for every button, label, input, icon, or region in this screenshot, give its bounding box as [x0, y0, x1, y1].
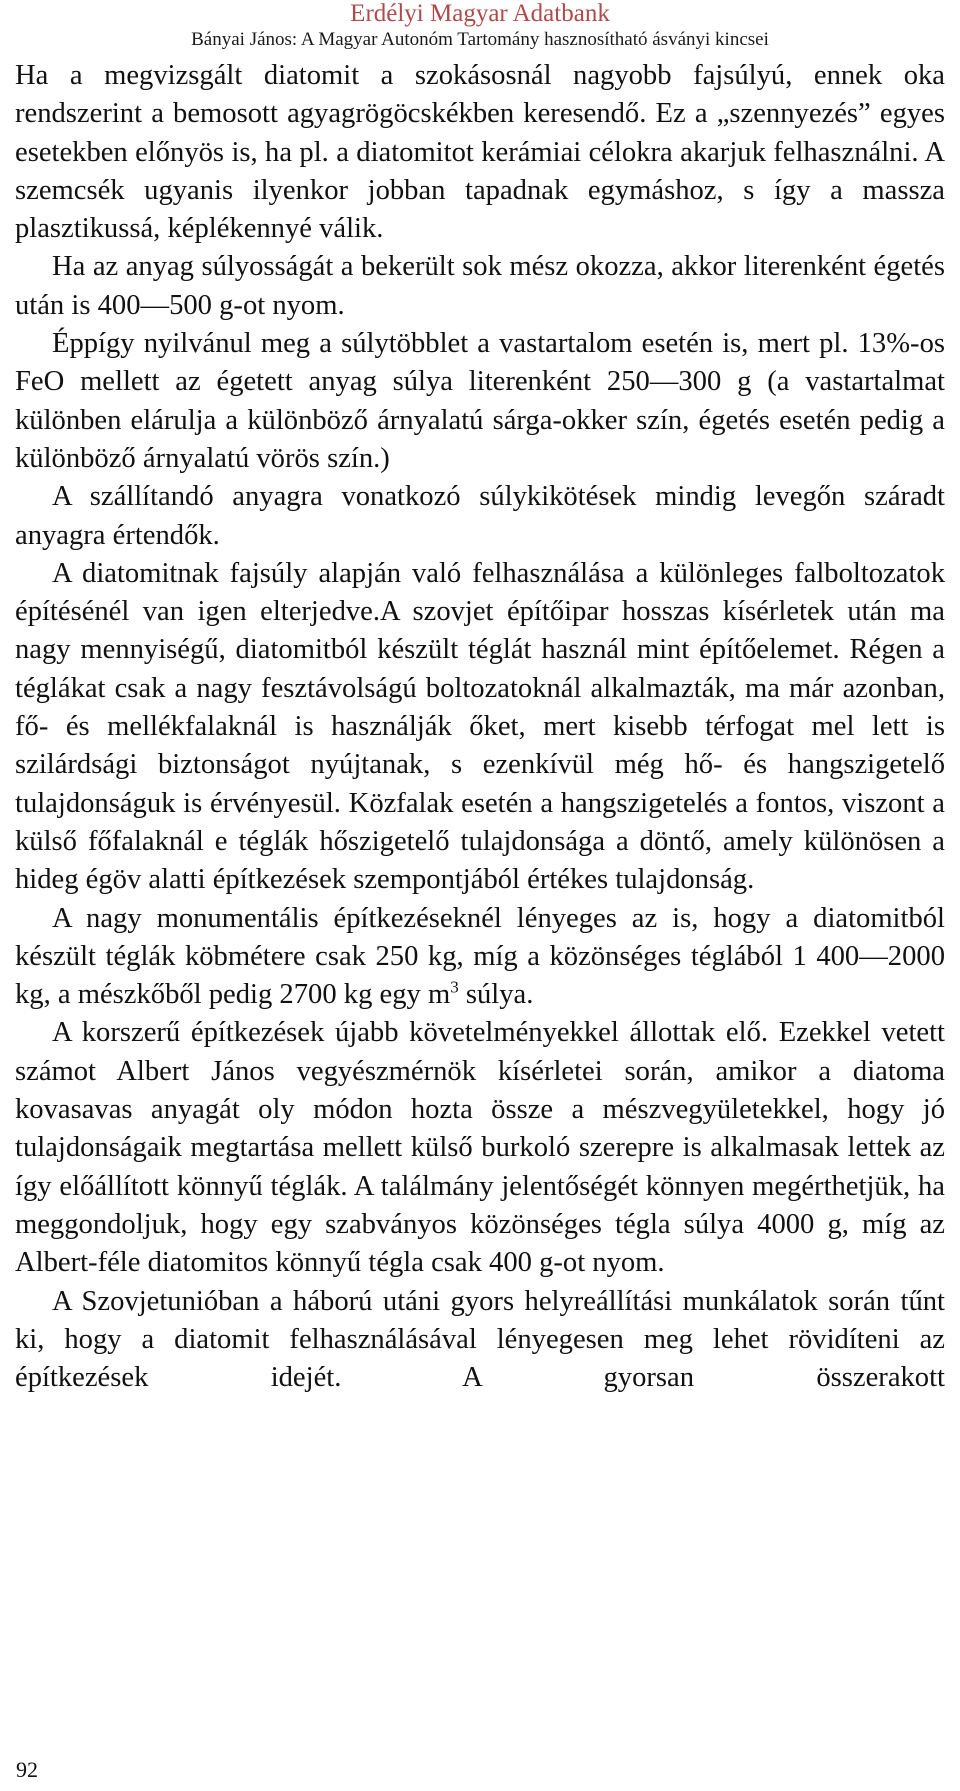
paragraph-6-text: A nagy monumentális építkezéseknél lényeges az is, hogy a diatomitból készült téglák köbmétere csak 250 kg, míg a közönséges téglából 1 400—2000 kg, a mészkőből pedig 2700 kg egy: [15, 902, 945, 1011]
paragraph-4: A szállítandó anyagra vonatkozó súlykikötések mindig levegőn száradt anyagra értendők.: [15, 481, 945, 551]
page-number: 92: [16, 1757, 38, 1782]
cubic-meter-unit: $m^3$: [427, 977, 459, 1011]
book-title: Bányai János: A Magyar Autonóm Tartomány hasznosítható ásványi kincsei: [191, 29, 769, 50]
paragraph-1: Ha a megvizsgált diatomit a szokásosnál nagyobb fajsúlyú, ennek oka rendszerint a bemosott agyagrögöcskékben keresendő. Ez a „szennyezés” egyes esetekben előnyös is, ha pl. a diatomitot kerámiai célokra akarjuk felhasználni. A szemcsék ugyanis ilyenkor jobban tapadnak egymáshoz, s így a massza plasztikussá, képlékennyé válik.: [15, 60, 945, 245]
paragraph-3: Éppígy nyilvánul meg a súlytöbblet a vastartalom esetén is, mert pl. 13%-os FeO mellett az égetett anyag súlya literenként 250—300 g (a vastartalmat különben elárulja a különböző árnyalatú sárga-okker szín, égetés esetén pedig a különböző árnyalatú vörös szín.): [15, 328, 945, 474]
body-text: [15, 57, 945, 1397]
paragraph-5: A diatomitnak fajsúly alapján való felhasználása a különleges falboltozatok építésénél van igen elterjedve.A szovjet építőipar hosszas kísérletek után ma nagy mennyiségű, diatomitból készült téglát használ mint építőelemet. Régen a téglákat csak a nagy fesztávolságú boltozatoknál alkalmazták, ma már azonban, fő- és mellékfalaknál is használják őket, mert kisebb térfogat mel lett is szilárdsági biztonságot nyújtanak, s ezenkívül még hő- és hangszigetelő tulajdonságuk is érvényesül. Közfalak esetén a hangszigetelés a fontos, viszont a külső főfalaknál e téglák hőszigetelő tulajdonsága a döntő, amely különösen a hideg égöv alatti építkezések szempontjából értékes tulajdonság.: [15, 557, 945, 896]
paragraph-7: A korszerű építkezések újabb követelményekkel állottak elő. Ezekkel vetett számot Albert János vegyészmérnök kísérletei során, amikor a diatoma kovasavas anyagát oly módon hozta össze a mészvegyületekkel, hogy jó tulajdonságaik megtartása mellett külső burkoló szerepre is alkalmasak lettek az így előállított könnyű téglák. A találmány jelentőségét könnyen megérthetjük, ha meggondoljuk, hogy egy szabványos közönséges tégla súlya 4000 g, míg az Albert-féle diatomitos könnyű tégla csak 400 g-ot nyom.: [15, 1017, 945, 1279]
site-title: Erdélyi Magyar Adatbank: [350, 0, 610, 27]
page-header: [0, 0, 960, 52]
paragraph-2: Ha az anyag súlyosságát a bekerült sok mész okozza, akkor literenként égetés után is 400—500 g-ot nyom.: [15, 251, 945, 321]
paragraph-6: [15, 900, 945, 1015]
paragraph-6-tail: súlya.: [465, 979, 534, 1011]
paragraph-8: A Szovjetunióban a háború utáni gyors helyreállítási munkálatok során tűnt ki, hogy a diatomit felhasználásával lényegesen meg lehet rövidíteni az építkezések idejét. A gyorsan összerakott: [15, 1285, 945, 1394]
